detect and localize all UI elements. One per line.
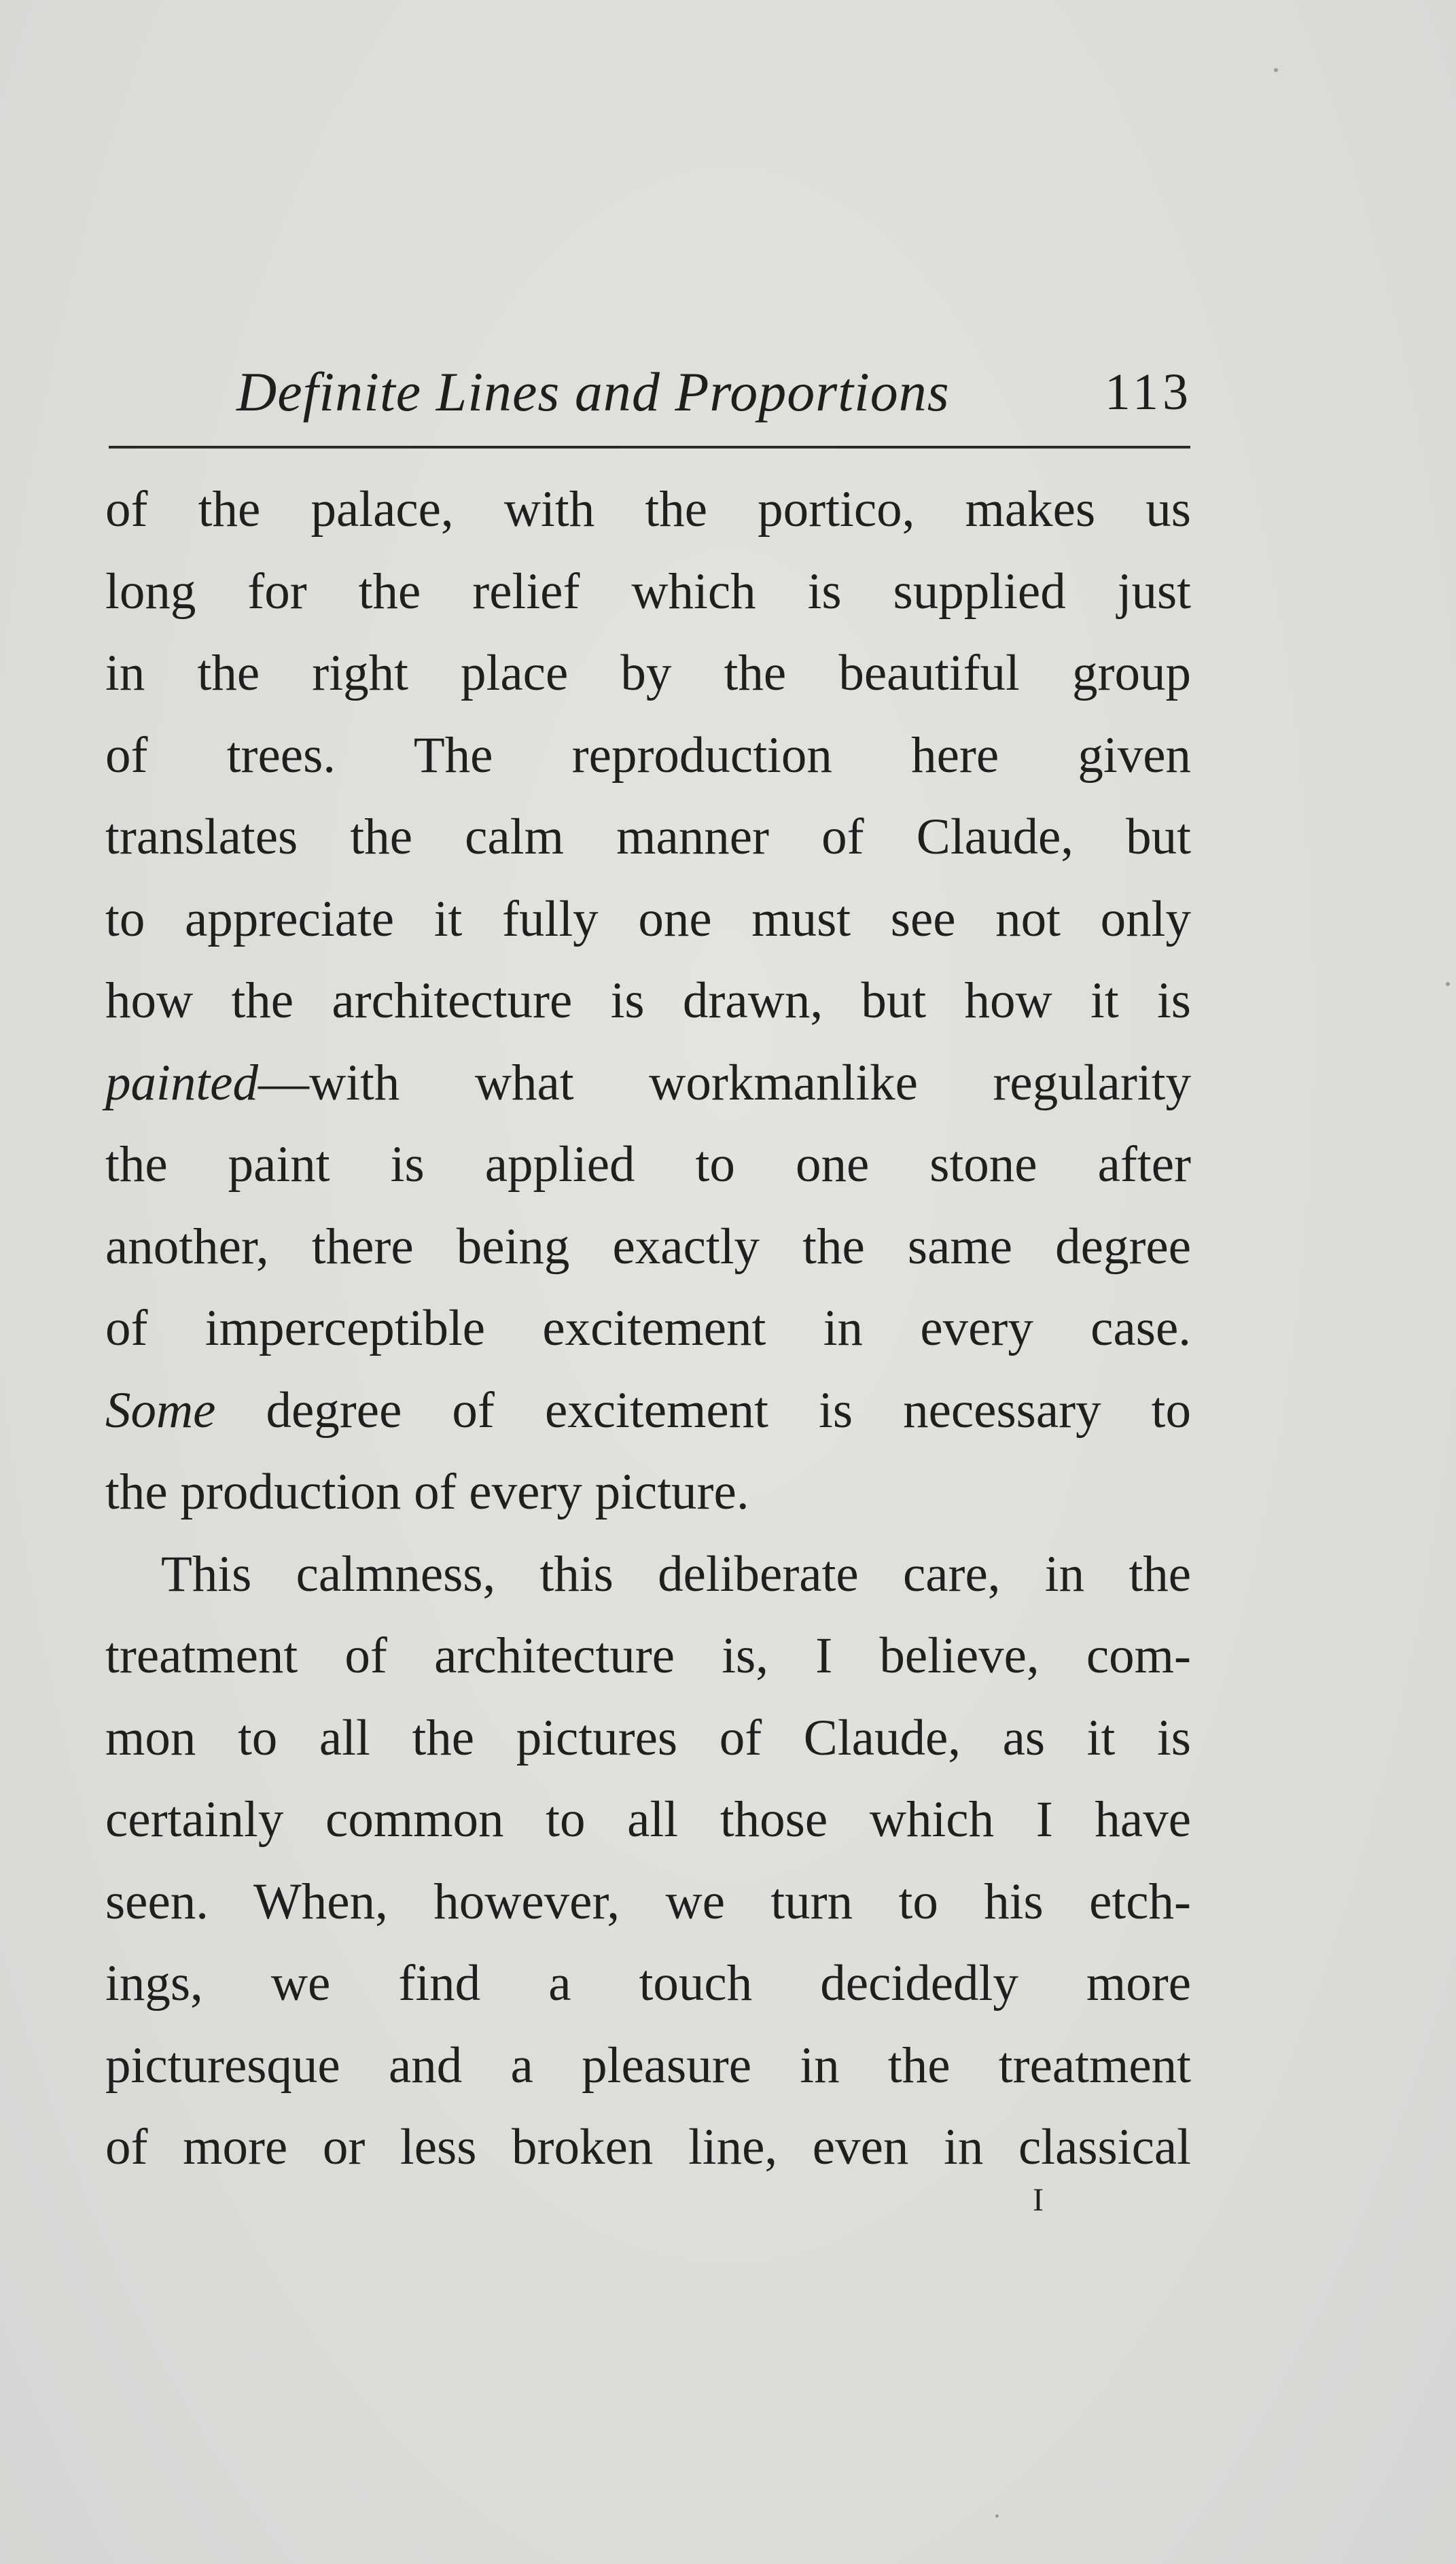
page-number: 113 — [1104, 364, 1192, 421]
text-line: Some degree of excitement is necessary to — [105, 1382, 1191, 1439]
paper-speck — [1274, 68, 1278, 72]
paper-speck — [995, 2514, 999, 2518]
text-line: of more or less broken line, even in classical — [105, 2119, 1191, 2175]
italic-emphasis: Some — [105, 1382, 216, 1439]
header-rule — [109, 446, 1190, 449]
text-line: of imperceptible excitement in every case. — [105, 1300, 1191, 1356]
paper-speck — [1446, 982, 1450, 986]
text-line: long for the relief which is supplied just — [105, 563, 1191, 620]
text-line: of the palace, with the portico, makes us — [105, 481, 1191, 538]
text-line: the paint is applied to one stone after — [105, 1136, 1191, 1193]
text-line: another, there being exactly the same degree — [105, 1218, 1191, 1275]
text-line: to appreciate it fully one must see not only — [105, 890, 1191, 947]
text-line: seen. When, however, we turn to his etch- — [105, 1873, 1191, 1930]
text-line: certainly common to all those which I have — [105, 1791, 1191, 1848]
text-line: of trees. The reproduction here given — [105, 726, 1191, 784]
italic-emphasis: painted — [105, 1054, 258, 1111]
text-line: in the right place by the beautiful group — [105, 645, 1191, 701]
text-line: treatment of architecture is, I believe, com- — [105, 1628, 1191, 1684]
text-line: ings, we find a touch decidedly more — [105, 1955, 1191, 2012]
text-line: the production of every picture. — [105, 1464, 749, 1520]
text-line: This calmness, this deliberate care, in the — [161, 1545, 1191, 1602]
text-line: how the architecture is drawn, but how it is — [105, 972, 1191, 1029]
text-line: painted—with what workmanlike regularity — [105, 1054, 1191, 1111]
body-text — [105, 469, 1191, 2189]
signature-mark: I — [1033, 2182, 1045, 2218]
page-header — [105, 360, 1192, 435]
text-line: picturesque and a pleasure in the treatment — [105, 2037, 1191, 2094]
text-line: mon to all the pictures of Claude, as it is — [105, 1709, 1191, 1766]
text-line: translates the calm manner of Claude, but — [105, 809, 1191, 865]
running-title: Definite Lines and Proportions — [236, 361, 950, 423]
